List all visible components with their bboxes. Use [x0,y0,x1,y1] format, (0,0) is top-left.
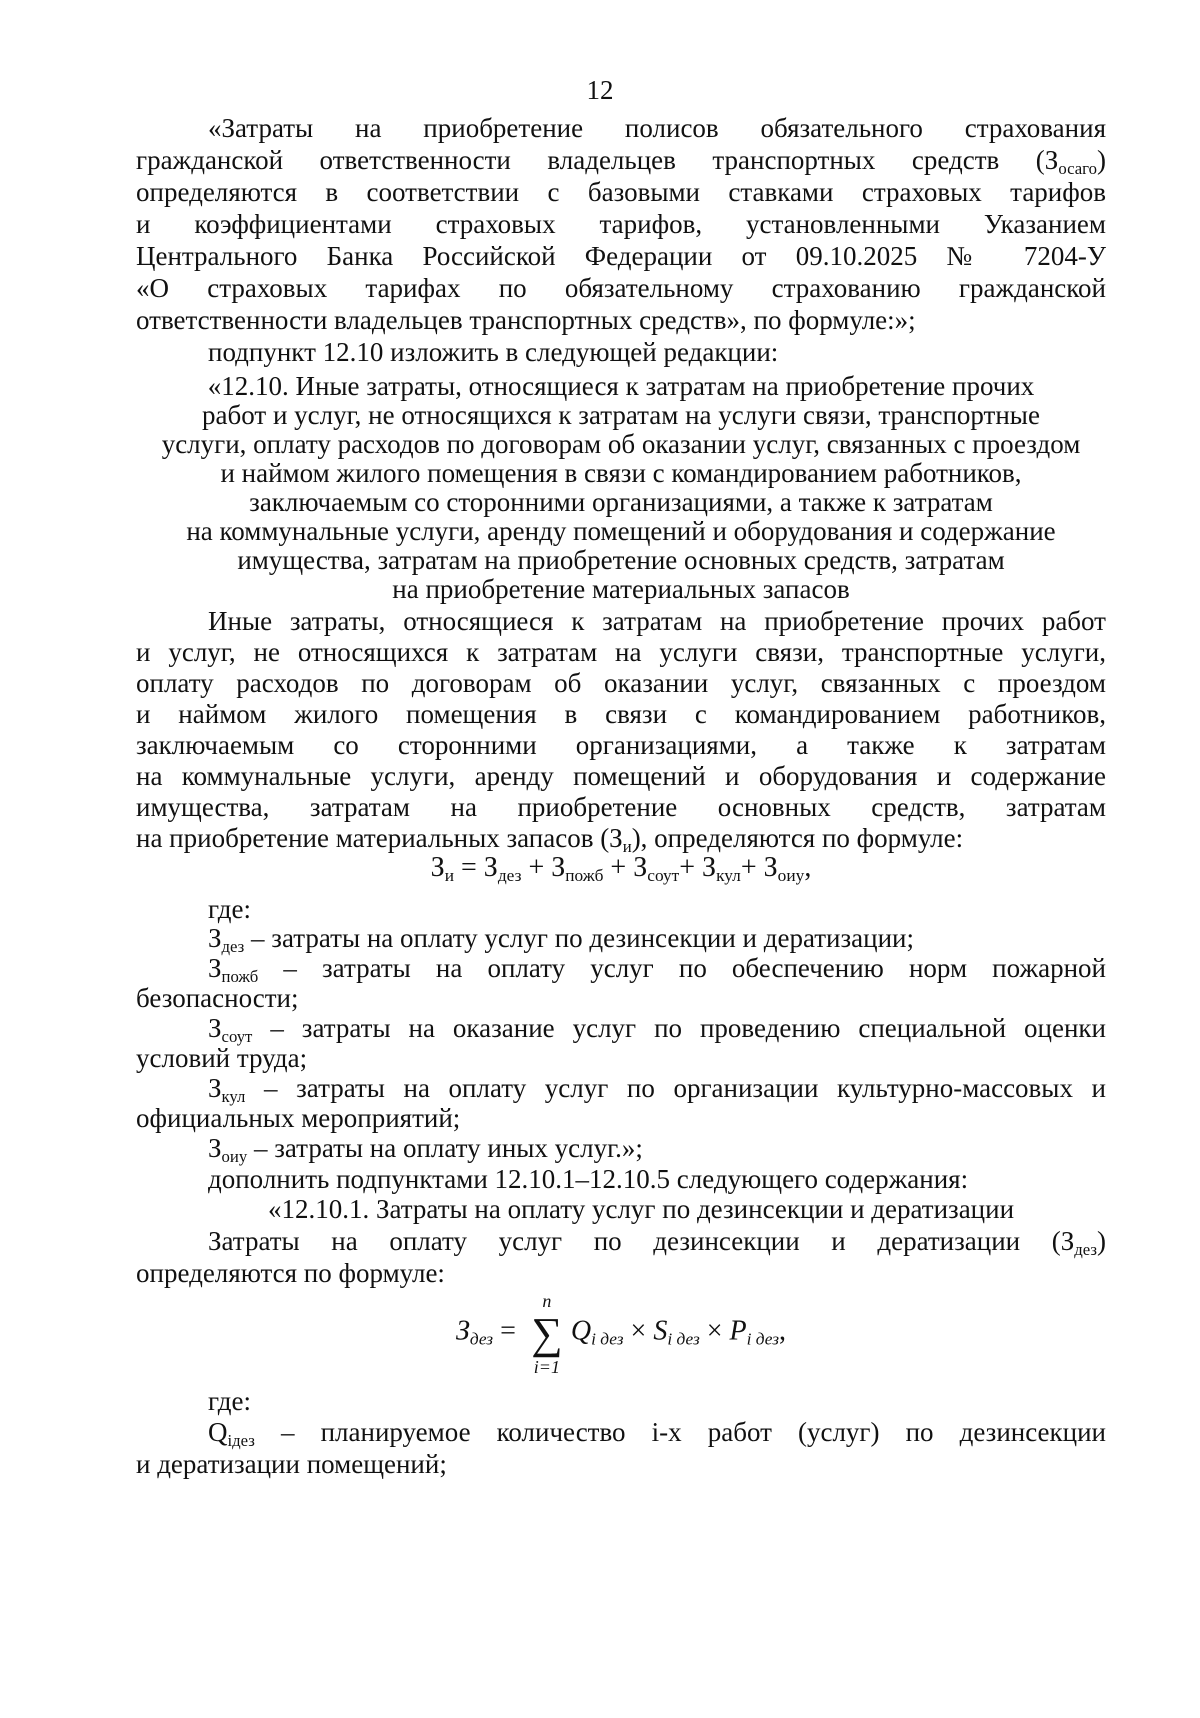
where-label: где: [208,1386,251,1416]
definition-line: $З_{оиу}$ – затраты на оплату иных услуг.»; [208,1133,643,1167]
definition-line: $З_{пожб}$ – затраты на оплату услуг по обеспечению норм пожарной [208,953,1106,987]
text-line: Иные затраты, относящиеся к затратам на приобретение прочих работ [208,606,1106,636]
definition-line: $З_{кул}$ – затраты на оплату услуг по организации культурно-массовых и [208,1073,1106,1107]
paragraph-subpoint [136,336,1106,368]
heading-line: и наймом жилого помещения в связи с командированием работников, [220,458,1022,488]
formula-term: $З_{кул}+$ [702,852,764,886]
definition-line: $Q_{iдез}$ – планируемое количество i-х работ (услуг) по дезинсекции [208,1417,1106,1451]
text-line: на коммунальные услуги, аренду помещений и оборудования и содержание [136,761,1106,791]
formula-term: $З_{дез}$ + [483,852,552,886]
paragraph-osago [136,112,1106,336]
text-line: ответственности владельцев транспортных средств», по формуле:»; [136,305,916,335]
text-line: гражданской ответственности владельцев транспортных средств $(З_{осаго})$ [136,145,1106,179]
heading-line: услуги, оплату расходов по договорам об оказании услуг, связанных с проездом [161,429,1081,459]
text-line: и наймом жилого помещения в связи с командированием работников, [136,699,1106,729]
paragraph-supplement: дополнить подпунктами 12.10.1–12.10.5 следующего содержания: [208,1164,969,1194]
text-line: и коэффициентами страховых тарифов, установленными Указанием [136,209,1106,239]
definitions-list [136,923,1106,1167]
definition-cont: условий труда; [136,1043,308,1073]
definition-cont: официальных мероприятий; [136,1103,461,1133]
text-line: подпункт 12.10 изложить в следующей редакции: [208,337,779,367]
sum-symbol: n ∑ i=1 [531,1291,563,1377]
definition-line: $З_{соут}$ – затраты на оказание услуг по проведению специальной оценки [208,1013,1106,1047]
text-line: на приобретение материальных запасов $(З_и)$, определяются по формуле: [136,823,964,857]
formula-disinsection: $З_{дез}$ = n ∑ i=1 $Q_{i дез} \times S_{i дез} \times P_{i дез}$, [455,1291,787,1377]
page-number: 12 [586,75,614,105]
section-heading-12-10-1: «12.10.1. Затраты на оплату услуг по дезинсекции и дератизации [267,1194,1015,1224]
text-line: «О страховых тарифах по обязательному страхованию гражданской [136,273,1106,303]
heading-line: имущества, затратам на приобретение основных средств, затратам [237,545,1005,575]
section-heading-12-10 [136,372,1106,604]
text-line: Центрального Банка Российской Федерации от 09.10.2025 № 7204-У [136,241,1106,271]
definition-q [136,1416,1106,1480]
heading-line: на коммунальные услуги, аренду помещений и оборудования и содержание [186,516,1056,546]
formula-term: $З_{оиу}$, [763,852,812,886]
heading-line: «12.10. Иные затраты, относящиеся к затратам на приобретение прочих [207,371,1035,401]
formula-total-other: $З_и = З_{дез} + З_{пожб} + З_{соут}+ З_{кул}+ З_{оиу}$, [430,852,812,886]
text-line: оплату расходов по договорам об оказании услуг, связанных с проездом [136,668,1106,698]
definition-cont: и дератизации помещений; [136,1449,447,1479]
text-line: «Затраты на приобретение полисов обязательного страхования [208,113,1106,143]
formula-term: $З_{пожб}$ + [551,852,634,886]
formula-term: $З_{соут}+$ [633,852,703,886]
paragraph-other-costs [136,606,1106,857]
text-line: определяются в соответствии с базовыми ставками страховых тарифов [136,177,1106,207]
heading-line: заключаемым со сторонними организациями, а также к затратам [249,487,993,517]
where-label: где: [208,894,251,924]
definition-line: $З_{дез}$ – затраты на оплату услуг по дезинсекции и дератизации; [208,923,914,957]
text-line: заключаемым со сторонними организациями, а также к затратам [136,730,1106,760]
text-line: имущества, затратам на приобретение основных средств, затратам [136,792,1106,822]
text-line: Затраты на оплату услуг по дезинсекции и дератизации $(З_{дез})$ [208,1226,1106,1260]
heading-line: на приобретение материальных запасов [392,574,850,604]
text-line: определяются по формуле: [136,1258,445,1288]
heading-line: работ и услуг, не относящихся к затратам на услуги связи, транспортные [202,400,1040,430]
text-line: и услуг, не относящихся к затратам на услуги связи, транспортные услуги, [136,637,1106,667]
definition-cont: безопасности; [136,983,299,1013]
paragraph-disinsection [136,1225,1106,1289]
